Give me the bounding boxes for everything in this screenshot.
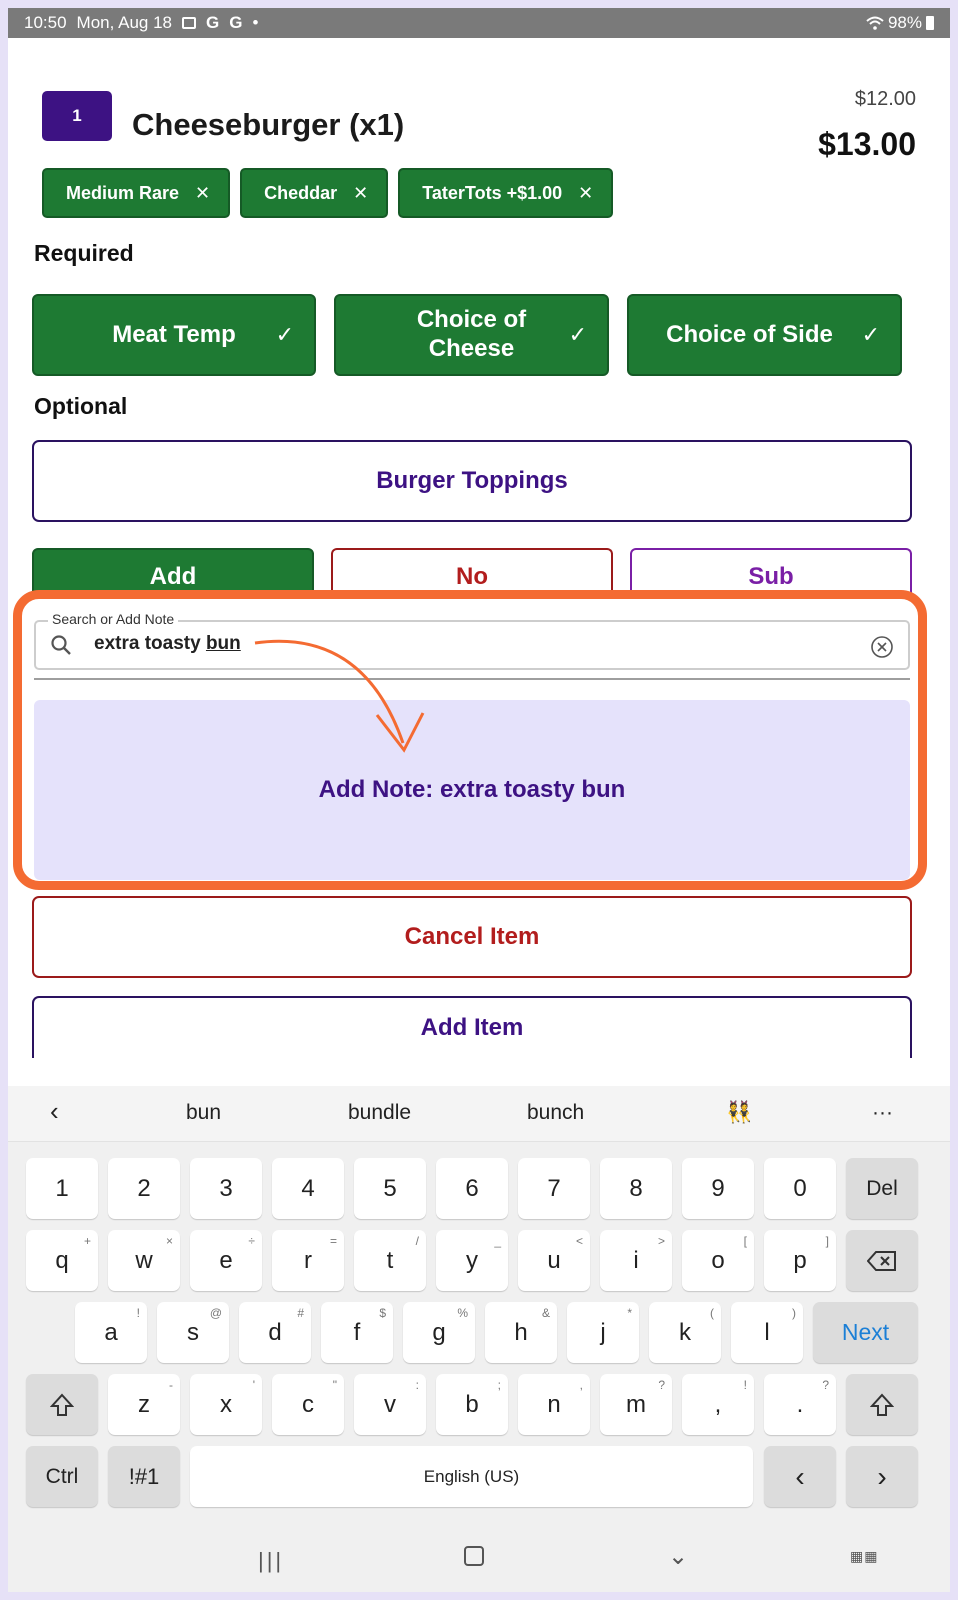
key-alt: < [575,1234,583,1248]
key-t[interactable] [354,1230,426,1291]
key-5[interactable]: 5 [354,1158,426,1219]
shift-key-right[interactable] [846,1374,918,1435]
key-alt: [ [743,1234,747,1248]
key-alt: / [415,1234,419,1248]
suggestion-item[interactable]: bunch [527,1101,585,1124]
key-char: n [547,1390,561,1418]
shift-icon [50,1393,74,1417]
system-navigation-bar [8,1528,950,1592]
key-char: k [679,1318,691,1346]
key-9[interactable]: 9 [682,1158,754,1219]
key-char: g [432,1318,446,1346]
key-alt: ? [822,1378,829,1392]
key-g[interactable] [403,1302,475,1363]
search-value-text: extra toasty [94,633,206,654]
check-icon: ✓ [275,321,294,347]
key-char: l [764,1318,770,1346]
search-legend: Search or Add Note [48,611,178,627]
key-f[interactable] [321,1302,393,1363]
ctrl-key[interactable]: Ctrl [26,1446,98,1507]
key-8[interactable]: 8 [600,1158,672,1219]
add-item-button[interactable]: Add Item [32,996,912,1058]
key-char: f [353,1318,361,1346]
key-alt: × [165,1234,173,1248]
key-alt: # [297,1306,304,1320]
symbols-key[interactable]: !#1 [108,1446,180,1507]
key-char: y [466,1246,478,1274]
key-l[interactable] [731,1302,803,1363]
key-char: a [104,1318,118,1346]
key-s[interactable] [157,1302,229,1363]
key-alt: ! [136,1306,140,1320]
search-icon [50,634,72,656]
status-date: Mon, Aug 18 [76,13,173,32]
check-icon: ✓ [568,321,587,347]
key-alt: ) [792,1306,796,1320]
key-u[interactable] [518,1230,590,1291]
status-bar [8,8,950,38]
wifi-icon [866,16,884,30]
suggestion-item[interactable]: bundle [348,1101,412,1124]
cursor-right-icon[interactable]: › [846,1446,918,1507]
key-j[interactable] [567,1302,639,1363]
key-char: i [633,1246,639,1274]
key-0[interactable]: 0 [764,1158,836,1219]
key-alt: > [657,1234,665,1248]
key-period[interactable] [764,1374,836,1435]
space-bar[interactable]: English (US) [190,1446,753,1507]
key-alt: _ [494,1234,501,1248]
cursor-left-icon[interactable]: ‹ [764,1446,836,1507]
key-alt: $ [379,1306,386,1320]
key-alt: ' [252,1378,255,1392]
key-y[interactable] [436,1230,508,1291]
google-icon: G [206,13,220,32]
key-r[interactable] [272,1230,344,1291]
key-o[interactable] [682,1230,754,1291]
key-alt: : [415,1378,419,1392]
modifier-chip[interactable] [398,168,613,218]
key-char: o [711,1246,725,1274]
key-char: u [547,1246,561,1274]
next-key[interactable]: Next [813,1302,918,1363]
key-x[interactable] [190,1374,262,1435]
chip-label: Cheddar [264,182,338,203]
key-char: w [135,1246,153,1274]
hide-keyboard-icon[interactable]: ⌄ [668,1543,689,1570]
key-d[interactable] [239,1302,311,1363]
meat-temp-button[interactable] [32,294,316,376]
key-alt: % [457,1306,468,1320]
dot-icon: • [252,13,259,32]
key-m[interactable] [600,1374,672,1435]
key-2[interactable]: 2 [108,1158,180,1219]
key-char: e [219,1246,233,1274]
emoji-suggestion-icon[interactable]: 👯 [726,1101,753,1124]
back-chevron-icon[interactable]: ‹ [50,1096,59,1126]
chip-label: Medium Rare [66,182,180,203]
sub-modifier-button[interactable]: Sub [630,548,912,608]
key-alt: ( [710,1306,714,1320]
shift-key[interactable] [26,1374,98,1435]
suggestion-item[interactable]: bun [186,1101,222,1124]
key-i[interactable] [600,1230,672,1291]
device-screen [8,8,950,1592]
key-alt: @ [209,1306,222,1320]
key-alt: - [169,1378,173,1392]
modifier-chip[interactable] [240,168,388,218]
on-screen-keyboard [8,1086,950,1592]
burger-toppings-button[interactable]: Burger Toppings [32,440,912,522]
key-z[interactable] [108,1374,180,1435]
remove-icon[interactable]: ✕ [353,182,369,203]
clear-icon[interactable] [870,635,894,659]
key-char: , [714,1390,722,1418]
choice-of-cheese-button[interactable] [334,294,609,376]
modifier-chip[interactable] [42,168,230,218]
more-options-icon[interactable]: ··· [872,1101,893,1124]
key-6[interactable]: 6 [436,1158,508,1219]
google-icon-2: G [229,13,243,32]
key-v[interactable] [354,1374,426,1435]
delete-key[interactable]: Del [846,1158,918,1219]
keyboard-suggestion-bar [8,1086,950,1142]
key-char: j [600,1318,606,1346]
key-char: t [386,1246,394,1274]
keyboard-switch-icon[interactable]: ▦▦ [850,1548,879,1564]
key-char: c [302,1390,314,1418]
key-q[interactable] [26,1230,98,1291]
optional-heading: Optional [34,393,128,419]
key-char: v [384,1390,396,1418]
status-time: 10:50 [24,13,67,32]
key-alt: ÷ [248,1234,255,1248]
key-p[interactable] [764,1230,836,1291]
base-price: $12.00 [854,88,916,110]
required-heading: Required [34,240,134,266]
quantity-badge[interactable]: 1 [42,91,112,141]
key-char: d [268,1318,282,1346]
key-e[interactable] [190,1230,262,1291]
key-c[interactable] [272,1374,344,1435]
key-alt: " [332,1378,337,1392]
key-b[interactable] [436,1374,508,1435]
add-modifier-button[interactable]: Add [32,548,314,608]
check-icon: ✓ [861,321,880,347]
key-4[interactable]: 4 [272,1158,344,1219]
key-1[interactable]: 1 [26,1158,98,1219]
no-modifier-button[interactable]: No [331,548,613,608]
remove-icon[interactable]: ✕ [195,182,211,203]
key-alt: * [627,1306,632,1320]
chip-label: TaterTots +$1.00 [422,182,563,203]
gallery-icon [182,17,196,29]
key-alt: ? [658,1378,665,1392]
key-char: s [187,1318,199,1346]
search-value-current-word: bun [205,633,241,654]
home-icon[interactable] [464,1546,484,1566]
key-char: q [55,1246,69,1274]
battery-level: 98% [887,13,922,32]
item-title: Cheeseburger (x1) [132,107,405,142]
add-note-suggestion[interactable]: Add Note: extra toasty bun [34,700,910,880]
divider [34,678,910,680]
key-comma[interactable] [682,1374,754,1435]
button-label: Choice of Side [666,320,833,348]
key-alt: ] [825,1234,829,1248]
key-alt: ; [497,1378,501,1392]
key-char: b [465,1390,479,1418]
key-alt: , [579,1378,583,1392]
key-char: p [793,1246,807,1274]
key-w[interactable] [108,1230,180,1291]
key-alt: + [83,1234,91,1248]
shift-icon [870,1393,894,1417]
key-7[interactable]: 7 [518,1158,590,1219]
key-alt: & [541,1306,550,1320]
button-label: Meat Temp [112,320,236,348]
backspace-key[interactable] [846,1230,918,1291]
note-search-field[interactable] [34,611,910,670]
key-3[interactable]: 3 [190,1158,262,1219]
battery-icon [926,16,934,30]
search-input[interactable] [94,633,241,655]
key-alt: ! [743,1378,747,1392]
key-char: x [220,1390,232,1418]
total-price: $13.00 [818,126,916,162]
recent-apps-icon[interactable]: ||| [258,1548,285,1573]
key-char: h [514,1318,528,1346]
modifier-chips [42,168,613,218]
button-label: Choice of Cheese [416,306,527,362]
key-char: m [626,1390,646,1418]
key-a[interactable] [75,1302,147,1363]
key-char: . [796,1390,804,1418]
key-char: r [304,1246,312,1274]
key-k[interactable] [649,1302,721,1363]
key-n[interactable] [518,1374,590,1435]
backspace-icon [867,1251,897,1271]
choice-of-side-button[interactable] [627,294,902,376]
cancel-item-button[interactable]: Cancel Item [32,896,912,978]
remove-icon[interactable]: ✕ [578,182,594,203]
key-alt: = [329,1234,337,1248]
key-char: z [138,1390,150,1418]
key-h[interactable] [485,1302,557,1363]
